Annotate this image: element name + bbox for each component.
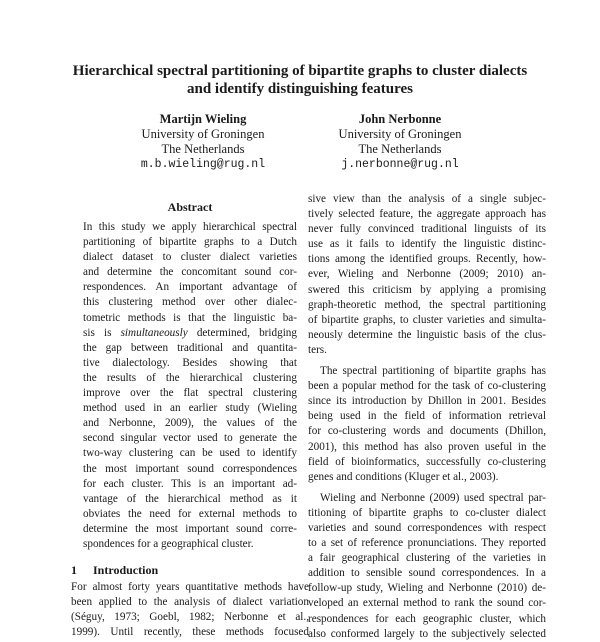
paragraph [308, 364, 546, 485]
author-affiliation: University of Groningen [141, 127, 265, 141]
text-line: neously determine the linguistic basis of the clus- [308, 328, 546, 341]
author-name: John Nerbonne [358, 112, 442, 126]
text-line: spondences for a geographical cluster. [83, 537, 254, 550]
text-line: Wieling and Nerbonne (2009) used spectral par- [320, 491, 546, 504]
text-line: sive view than the analysis of a single subjec- [308, 193, 546, 205]
title-line-1: Hierarchical spectral partitioning of bipartite graphs to cluster dialects [72, 63, 528, 79]
text-line: obviates the need for external methods to [83, 507, 297, 520]
section-number: 1 [71, 563, 77, 578]
text-line: veloped an external method to rank the sound cor- [308, 597, 546, 610]
text-line: For almost forty years quantitative methods have [71, 581, 309, 594]
text-line: titioning of bipartite graphs to co-cluster dialect [308, 506, 546, 519]
text-line: and determine the concomitant sound cor- [83, 266, 297, 279]
text-line: graph-theoretic method, the spectral partitioning [308, 298, 546, 311]
text-line: two-way clustering can be used to identify [83, 447, 297, 460]
text-line: the results of the hierarchical clustering [83, 371, 297, 384]
text-line: this clustering method over other dialec- [83, 296, 297, 309]
text-line: field of bioinformatics, successfully co-clustering [308, 455, 546, 468]
emphasis-text: simultaneously [120, 326, 188, 339]
paragraph [308, 192, 546, 358]
paper-title [40, 62, 560, 98]
text-line: tive dialectology. Besides showing that [83, 356, 297, 369]
right-column [308, 192, 546, 642]
text-line: The spectral partitioning of bipartite graphs has [320, 365, 546, 378]
text-line: been a popular method for the task of co-clustering [308, 380, 546, 393]
text-line: of bipartite graphs, to cluster varieties and simulta- [308, 313, 546, 326]
text-line: a fair geographical clustering of the varieties in [308, 552, 546, 565]
text-line: ters. [308, 343, 327, 356]
text-line: tometric methods is that the linguistic ba- [83, 311, 297, 324]
text-line: (Séguy, 1973; Goebl, 1982; Nerbonne et al., [71, 611, 309, 624]
text-line: partitioning of bipartite graphs to a Dutch [83, 236, 297, 249]
text-line: follow-up study, Wieling and Nerbonne (2010) de- [308, 582, 546, 595]
section-heading [71, 562, 309, 580]
text-line: addition to sensible sound correspondences. In a [308, 567, 546, 580]
text-line: 1999). Until recently, these methods focused [71, 626, 309, 639]
text-line: also conformed largely to the subjectively selected [308, 627, 546, 640]
text-span: determined, bridging [187, 326, 297, 339]
text-line: and Nerbonne, 2009), the values of the [83, 417, 297, 430]
text-line: improve over the flat spectral clustering [83, 387, 297, 400]
section-title: Introduction [93, 563, 159, 578]
intro-body [71, 580, 309, 640]
text-line: swered this criticism by applying a promising [308, 283, 546, 296]
author-country: The Netherlands [358, 142, 442, 156]
abstract-heading: Abstract [167, 200, 213, 214]
title-line-2: and identify distinguishing features [186, 81, 414, 97]
text-line: tively selected feature, the aggregate approach has [308, 208, 546, 221]
text-line: In this study we apply hierarchical spectral [83, 221, 297, 233]
text-line: never fully convinced traditional linguists of its [308, 223, 546, 236]
text-line: for co-clustering words and documents (Dhillon, [308, 425, 546, 438]
text-span: sis is [83, 326, 121, 339]
paragraph [308, 491, 546, 642]
author-email: j.nerbonne@rug.nl [341, 158, 459, 171]
text-line: for each cluster. This is an important ad- [83, 477, 297, 490]
author-affiliation: University of Groningen [338, 127, 462, 141]
text-line: the most important sound correspondences [83, 462, 297, 475]
text-line: ever, Wieling and Nerbonne (2009; 2010) an- [308, 268, 546, 281]
text-line: been applied to the analysis of dialect variation [71, 596, 309, 609]
text-line: vantage of the hierarchical method as it [83, 492, 297, 505]
text-line: use as it fails to identify the linguistic distinc- [308, 238, 546, 251]
author-name: Martijn Wieling [159, 112, 247, 126]
text-line: the gap between traditional and quantita- [83, 341, 297, 354]
text-line: second singular vector used to generate the [83, 432, 297, 445]
text-line: dialect dataset to cluster dialect varieties [83, 251, 297, 264]
text-line [71, 326, 309, 341]
text-line: respondences for each geographic cluster, which [308, 612, 546, 625]
author-email: m.b.wieling@rug.nl [140, 158, 266, 171]
text-line: genes and conditions (Kluger et al., 2003). [308, 470, 499, 483]
text-line: tions among the identified groups. Recently, how- [308, 253, 546, 266]
text-line: being used in the field of information retrieval [308, 410, 546, 423]
text-line: determine the most important sound corre- [83, 522, 297, 535]
text-line: to a set of reference pronunciations. They reported [308, 537, 546, 550]
left-column [71, 200, 309, 640]
author-country: The Netherlands [161, 142, 245, 156]
abstract-body [71, 220, 309, 552]
text-line: method used in an earlier study (Wieling [83, 402, 297, 415]
text-line: respondences. An important advantage of [83, 281, 297, 294]
text-line: since its introduction by Dhillon in 2001. Besides [308, 395, 546, 408]
author-block-1 [93, 112, 313, 172]
text-line: varieties and sound correspondences with respect [308, 521, 546, 534]
author-block-2 [290, 112, 510, 172]
text-line: 2001), this method has also proven useful in the [308, 440, 546, 453]
